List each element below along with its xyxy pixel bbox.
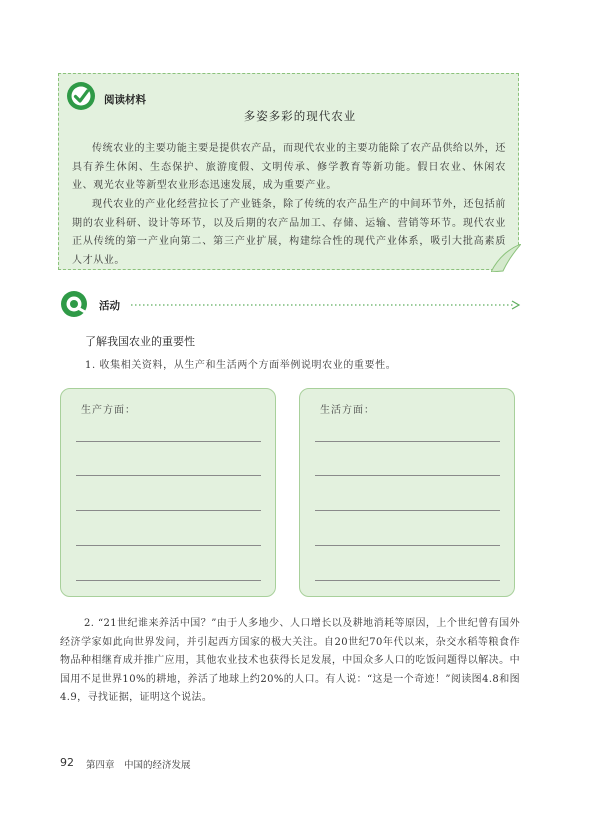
writing-line[interactable]: [76, 475, 261, 476]
writing-line[interactable]: [315, 510, 500, 511]
writing-line[interactable]: [315, 475, 500, 476]
reading-material-title: 多姿多彩的现代农业: [243, 109, 357, 123]
writing-line[interactable]: [315, 580, 500, 581]
reading-paragraph-1: 传统农业的主要功能主要是提供农产品，而现代农业的主要功能除了农产品供给以外，还具有养生休闲、生态保护、旅游度假、文明传承、修学教育等新功能。假日农业、休闲农业、观光农业等新型农业形态迅速发展，成为重要产业。: [72, 143, 506, 192]
reading-material-label: 阅读材料: [104, 94, 146, 106]
activity-heading: 了解我国农业的重要性: [85, 335, 195, 348]
life-answer-box[interactable]: [299, 388, 515, 597]
dotted-arrow: [131, 300, 521, 310]
writing-line[interactable]: [76, 580, 261, 581]
reading-material-icon: [66, 81, 96, 111]
activity-icon: [60, 290, 88, 318]
writing-line[interactable]: [76, 545, 261, 546]
chapter-title: 第四章 中国的经济发展: [86, 760, 191, 771]
page-number: 92: [60, 756, 74, 769]
activity-label: 活动: [99, 300, 120, 312]
question-2: 2. “21世纪谁来养活中国？”由于人多地少、人口增长以及耕地消耗等原因，上个世纪曾有国外经济学家如此向世界发问，并引起西方国家的极大关注。自20世纪70年代以来，杂交水稻等粮食作物品种相继育成并推广应用，其他农业技术也获得长足发展，中国众多人口的吃饭问题得以解决。中国用不足世界10%的耕地，养活了地球上约20%的人口。有人说：“这是一个奇迹！”阅读图4.8和图4.9，寻找证据，证明这个说法。: [60, 618, 520, 704]
question-1: 1. 收集相关资料，从生产和生活两个方面举例说明农业的重要性。: [85, 360, 397, 371]
production-answer-box[interactable]: [60, 388, 276, 597]
life-label: 生活方面：: [320, 405, 375, 416]
writing-line[interactable]: [76, 441, 261, 442]
production-label: 生产方面：: [81, 405, 136, 416]
reading-paragraph-2: 现代农业的产业化经营拉长了产业链条，除了传统的农产品生产的中间环节外，还包括前期的农业科研、设计等环节，以及后期的农产品加工、存储、运输、营销等环节。现代农业正从传统的第一产业向第二、第三产业扩展，构建综合性的现代产业体系，吸引大批高素质人才从业。: [72, 199, 506, 266]
writing-line[interactable]: [76, 510, 261, 511]
writing-line[interactable]: [315, 545, 500, 546]
writing-line[interactable]: [315, 441, 500, 442]
